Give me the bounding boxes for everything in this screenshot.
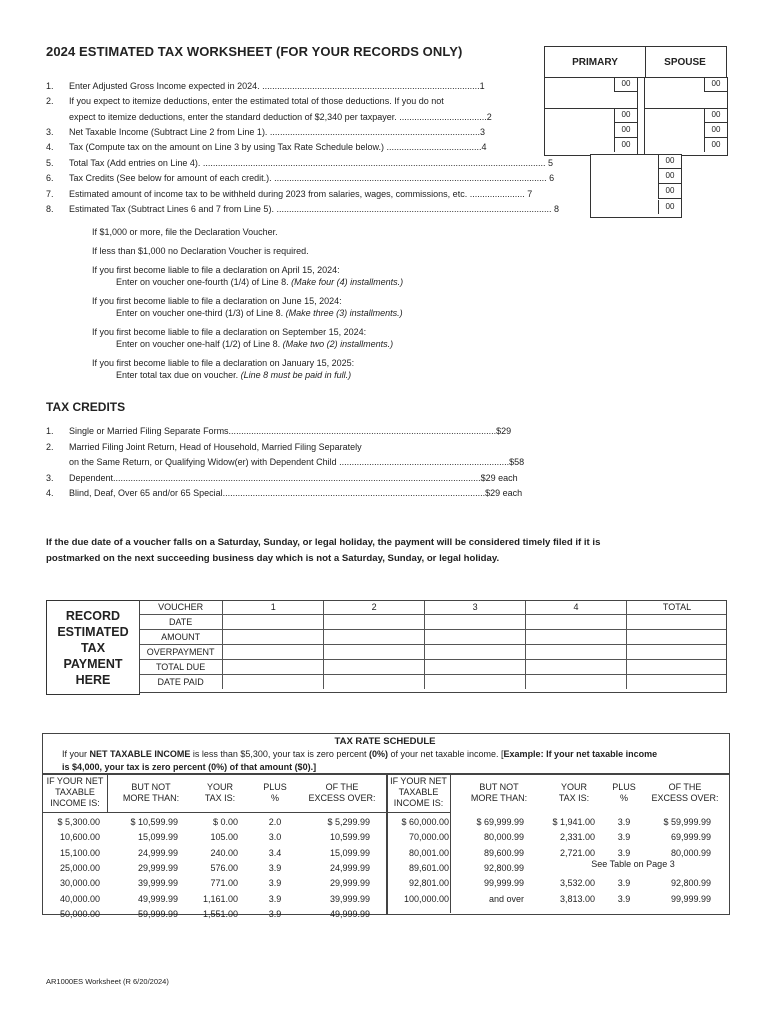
tax-cell: 3,813.00 [559,893,595,904]
line-6-text: Tax Credits (See below for amount of each credit.). ............................................................................................................. 6 [69,173,555,183]
line-number: 3. [46,127,54,137]
income-cell: 25,000.00 [59,862,100,873]
record-payment-table [139,600,727,689]
excess-over-cell: $ 59,999.99 [663,817,711,827]
excess-over-cell: 80,000.99 [670,847,711,858]
income-cell: 92,801.00 [408,878,449,889]
right-col-divider [450,773,451,913]
but-not-more-cell: 29,999.99 [137,862,178,873]
plus-cell: 3.9 [268,893,282,904]
credit-number: 4. [46,488,54,498]
income-cell: 10,600.00 [59,832,100,843]
spouse-line3-cents: 00 [704,123,727,138]
record-cell[interactable] [324,630,425,645]
line-5-text: Total Tax (Add entries on Line 4). ......................................................................................................................................... 5 [69,158,553,168]
but-not-more-cell: 99,999.99 [483,878,524,889]
installment-january-line2: Enter total tax due on voucher. (Line 8 must be paid in full.) [116,370,352,380]
primary-line4-cents: 00 [614,138,637,152]
credit-joint: Married Filing Joint Return, Head of Household, Married Filing Separately [69,442,362,452]
header-of-the-excess-over: OF THE EXCESS OVER: [651,782,719,803]
left-header-divider [42,812,386,813]
spouse-line4-cents: 00 [704,138,727,152]
excess-over-cell: 69,999.99 [670,832,711,843]
but-not-more-cell: 80,000.99 [483,832,524,843]
tax-cell: 2,721.00 [559,847,595,858]
record-col-header: 1 [223,600,324,615]
plus-cell: 3.9 [617,817,631,827]
record-label-line: ESTIMATED [57,625,129,639]
plus-cell: 2.0 [268,817,282,827]
installment-september-line2: Enter on voucher one-half (1/2) of Line 8. (Make two (2) installments.) [116,339,394,349]
line-number: 6. [46,173,54,183]
rate-schedule-example: is $4,000, your tax is zero percent (0%) of that amount ($0).] [62,762,317,772]
record-cell[interactable] [223,615,324,630]
but-not-more-cell: $ 69,999.99 [476,817,524,827]
record-cell[interactable] [324,615,425,630]
installment-september-line1: If you first become liable to file a declaration on September 15, 2024: [92,327,367,337]
record-cell[interactable] [627,615,727,630]
but-not-more-cell: 15,099.99 [137,832,178,843]
record-col-header: TOTAL [627,600,727,615]
tax-credits-title: TAX CREDITS [46,400,126,414]
record-cell[interactable] [324,645,425,660]
record-cell[interactable] [526,645,627,660]
record-label-line: PAYMENT [63,657,123,671]
income-cell: 15,100.00 [59,847,100,858]
line-2-text: If you expect to itemize deductions, enter the estimated total of those deductions. If you do not [69,96,444,106]
line8-cents: 00 [658,200,681,214]
installment-april-line1: If you first become liable to file a declaration on April 15, 2024: [92,265,340,275]
header-your-tax-is: YOUR TAX IS: [204,782,236,803]
header-but-not-more-than: BUT NOT MORE THAN: [470,782,528,803]
tax-cell: 3,532.00 [559,878,595,889]
record-cell[interactable] [627,630,727,645]
primary-header: PRIMARY [544,46,646,78]
rate-schedule-intro: If your NET TAXABLE INCOME is less than $5,300, your tax is zero percent (0%) of your net taxable income. [Example: If your net taxable income [62,749,658,759]
record-cell[interactable] [223,660,324,675]
but-not-more-cell: 92,800.99 [483,862,524,873]
excess-over-cell: 99,999.99 [670,893,711,904]
header-net-taxable-income: IF YOUR NET TAXABLE INCOME IS: [46,776,104,808]
line-3-text: Net Taxable Income (Subtract Line 2 from Line 1). ....................................................................................3 [69,127,485,137]
tax-cell: 240.00 [210,847,238,858]
credit-number: 2. [46,442,54,452]
line-2-cont-text: expect to itemize deductions, enter the standard deduction of $2,340 per taxpayer. ...................................2 [69,112,492,122]
credit-joint-cont: on the Same Return, or Qualifying Widow(er) with Dependent Child ....................................................................$58 [69,457,525,467]
primary-line1-cents: 00 [614,77,637,92]
record-row-label: OVERPAYMENT [139,645,223,660]
tax-cell: $ 0.00 [212,817,238,827]
record-label-line: RECORD [65,609,121,623]
due-date-note-line1: If the due date of a voucher falls on a Saturday, Sunday, or legal holiday, the payment will be considered timely filed if it is [46,537,601,548]
plus-cell: 3.4 [268,847,282,858]
line-7-text: Estimated amount of income tax to be withheld during 2023 from salaries, wages, commissions, etc. ...................... 7 [69,189,533,199]
tax-cell: 1,161.00 [202,893,238,904]
line-number: 8. [46,204,54,214]
credit-number: 1. [46,426,54,436]
credit-dependent: Dependent...................................................................................................................................................$29 each [69,473,518,483]
installment-june-line2: Enter on voucher one-third (1/3) of Line 8. (Make three (3) installments.) [116,308,403,318]
plus-cell: 3.9 [617,847,631,858]
income-cell: $ 60,000.00 [401,817,449,827]
right-header-divider [386,812,450,813]
due-date-note-line2: postmarked on the next succeeding business day which is not a Saturday, Sunday, or legal holiday. [46,553,500,564]
rate-schedule-title: TAX RATE SCHEDULE [334,736,436,747]
plus-cell: 3.9 [617,832,631,843]
spouse-header: SPOUSE [644,46,727,78]
plus-cell: 3.9 [268,862,282,873]
line-8-text: Estimated Tax (Subtract Lines 6 and 7 from Line 5). .............................................................................................................. 8 [69,204,559,214]
spouse-line1-cents: 00 [704,77,727,92]
line-1-text: Enter Adjusted Gross Income expected in 2024. .......................................................................................1 [69,81,485,91]
but-not-more-cell: 89,600.99 [483,847,524,858]
record-cell[interactable] [627,645,727,660]
record-cell[interactable] [324,660,425,675]
line-number: 4. [46,142,54,152]
line-number: 2. [46,96,54,106]
record-cell[interactable] [425,630,526,645]
record-row-label: DATE PAID [139,675,223,690]
income-cell: 40,000.00 [59,893,100,904]
plus-cell: 3.9 [268,878,282,889]
installment-june-line1: If you first become liable to file a declaration on June 15, 2024: [92,296,342,306]
form-footer: AR1000ES Worksheet (R 6/20/2024) [46,977,169,986]
record-cell[interactable] [223,675,324,690]
primary-line3-cents: 00 [614,123,637,138]
but-not-more-cell: $ 10,599.99 [130,817,178,827]
primary-line2-cents: 00 [614,108,637,123]
excess-over-cell: $ 5,299.99 [327,817,370,827]
installment-january-line1: If you first become liable to file a declaration on January 15, 2025: [92,358,355,368]
record-cell[interactable] [425,615,526,630]
record-col-header: 2 [324,600,425,615]
record-cell[interactable] [526,630,627,645]
see-table-note: See Table on Page 3 [591,859,675,869]
record-label-box [46,600,140,695]
line6-cents: 00 [658,169,681,184]
header-your-tax-is: YOUR TAX IS: [558,782,590,803]
header-but-not-more-than: BUT NOT MORE THAN: [122,782,180,803]
installment-april-line2: Enter on voucher one-fourth (1/4) of Line 8. (Make four (4) installments.) [116,277,404,287]
plus-cell: 3.9 [268,908,282,919]
but-not-more-cell: 39,999.99 [137,878,178,889]
record-cell[interactable] [526,660,627,675]
excess-over-cell: 29,999.99 [329,878,370,889]
record-cell[interactable] [526,675,627,690]
tax-cell: 1,551.00 [202,908,238,919]
excess-over-cell: 92,800.99 [670,878,711,889]
but-not-more-cell: 59,999.99 [137,908,178,919]
header-net-taxable-income: IF YOUR NET TAXABLE INCOME IS: [390,776,447,808]
income-cell: 30,000.00 [59,878,100,889]
record-row-label: TOTAL DUE [139,660,223,675]
record-cell[interactable] [627,660,727,675]
line-number: 5. [46,158,54,168]
tax-cell: 576.00 [210,862,238,873]
header-of-the-excess-over: OF THE EXCESS OVER: [308,782,376,803]
credit-blind-deaf: Blind, Deaf, Over 65 and/or 65 Special.........................................................................................................$29 each [69,488,523,498]
income-cell: $ 5,300.00 [57,817,100,827]
note-no-voucher: If less than $1,000 no Declaration Voucher is required. [92,246,309,256]
plus-cell: 3.9 [617,878,631,889]
worksheet-title: 2024 ESTIMATED TAX WORKSHEET (FOR YOUR RECORDS ONLY) [46,44,463,59]
header-plus-percent: PLUS % [263,782,287,803]
record-label-line: TAX [80,641,106,655]
line5-cents: 00 [658,154,681,169]
record-col-header: 3 [425,600,526,615]
income-cell: 70,000.00 [408,832,449,843]
but-not-more-cell: 49,999.99 [137,893,178,904]
income-cell: 80,001.00 [408,847,449,858]
record-cell[interactable] [223,630,324,645]
but-not-more-cell: and over [488,893,524,904]
record-row-label: AMOUNT [139,630,223,645]
record-label-line: HERE [75,673,111,687]
record-cell[interactable] [425,675,526,690]
tax-cell: 105.00 [210,832,238,843]
record-cell[interactable] [324,675,425,690]
line7-cents: 00 [658,184,681,199]
excess-over-cell: 39,999.99 [329,893,370,904]
plus-cell: 3.0 [268,832,282,843]
record-row-label: VOUCHER [139,600,223,615]
record-row-label: DATE [139,615,223,630]
spouse-line2-cents: 00 [704,108,727,123]
record-cell[interactable] [425,660,526,675]
plus-cell: 3.9 [617,893,631,904]
record-cell[interactable] [425,645,526,660]
but-not-more-cell: 24,999.99 [137,847,178,858]
tax-cell: 771.00 [210,878,238,889]
excess-over-cell: 15,099.99 [329,847,370,858]
credit-number: 3. [46,473,54,483]
record-cell[interactable] [223,645,324,660]
credit-single: Single or Married Filing Separate Forms...........................................................................................................$29 [69,426,512,436]
excess-over-cell: 24,999.99 [329,862,370,873]
excess-over-cell: 10,599.99 [329,832,370,843]
tax-cell: 2,331.00 [559,832,595,843]
income-cell: 100,000.00 [403,893,449,904]
tax-cell: $ 1,941.00 [552,817,595,827]
note-file-voucher: If $1,000 or more, file the Declaration Voucher. [92,227,278,237]
line-number: 7. [46,189,54,199]
income-cell: 50,000.00 [59,908,100,919]
record-col-header: 4 [526,600,627,615]
record-cell[interactable] [627,675,727,690]
income-cell: 89,601.00 [408,862,449,873]
line-4-text: Tax (Compute tax on the amount on Line 3 by using Tax Rate Schedule below.) ......................................4 [69,142,487,152]
header-plus-percent: PLUS % [612,782,636,803]
excess-over-cell: 49,999.99 [329,908,370,919]
record-cell[interactable] [526,615,627,630]
line-number: 1. [46,81,54,91]
